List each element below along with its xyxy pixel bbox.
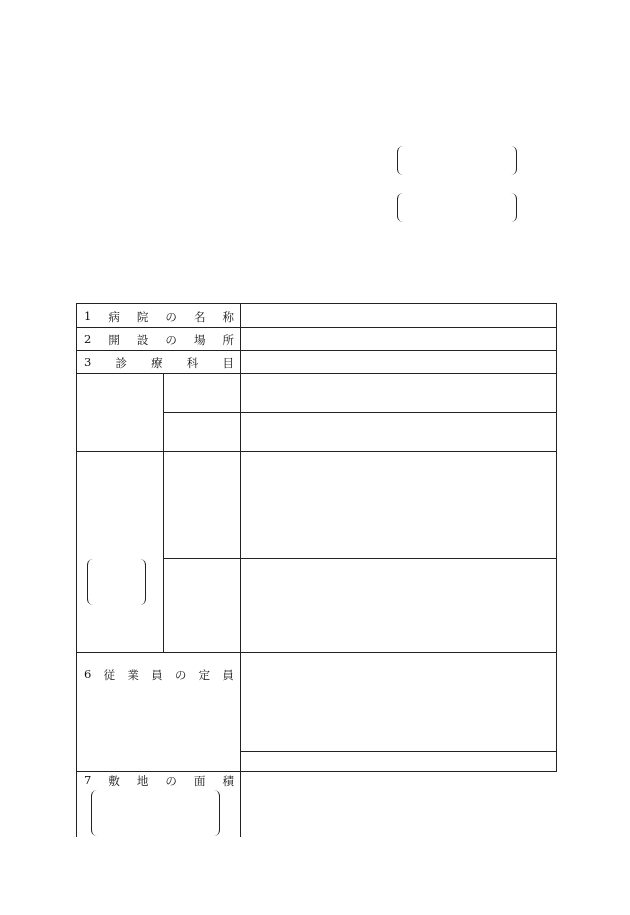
row1-bottom [76,327,557,328]
row3-bottom [76,373,557,374]
row6-bottom [76,771,557,772]
row1-label: 1 病 院 の 名 称 [84,309,234,324]
address-note-bracket [397,146,517,175]
row2-bottom [76,350,557,351]
row3-label: 3 診 療 科 目 [84,355,234,370]
table-label-divider [240,303,241,837]
table-top-border [76,303,557,304]
row5-note-bracket [87,559,146,605]
table-sublabel-divider [163,373,164,652]
row5-mid [163,558,557,559]
row2-label: 2 開 設 の 場 所 [84,332,234,347]
staff-unit-top [240,751,557,752]
row4-mid [163,412,557,413]
row7-note-bracket [91,790,220,836]
table-border-left [76,303,77,837]
row4-bottom [76,451,557,452]
row5-bottom [76,652,557,653]
row6-label: 6 従 業 員 の 定 員 [84,667,234,682]
name-note-bracket [397,193,517,222]
row7-label: 7 敷 地 の 面 積 [84,773,234,788]
